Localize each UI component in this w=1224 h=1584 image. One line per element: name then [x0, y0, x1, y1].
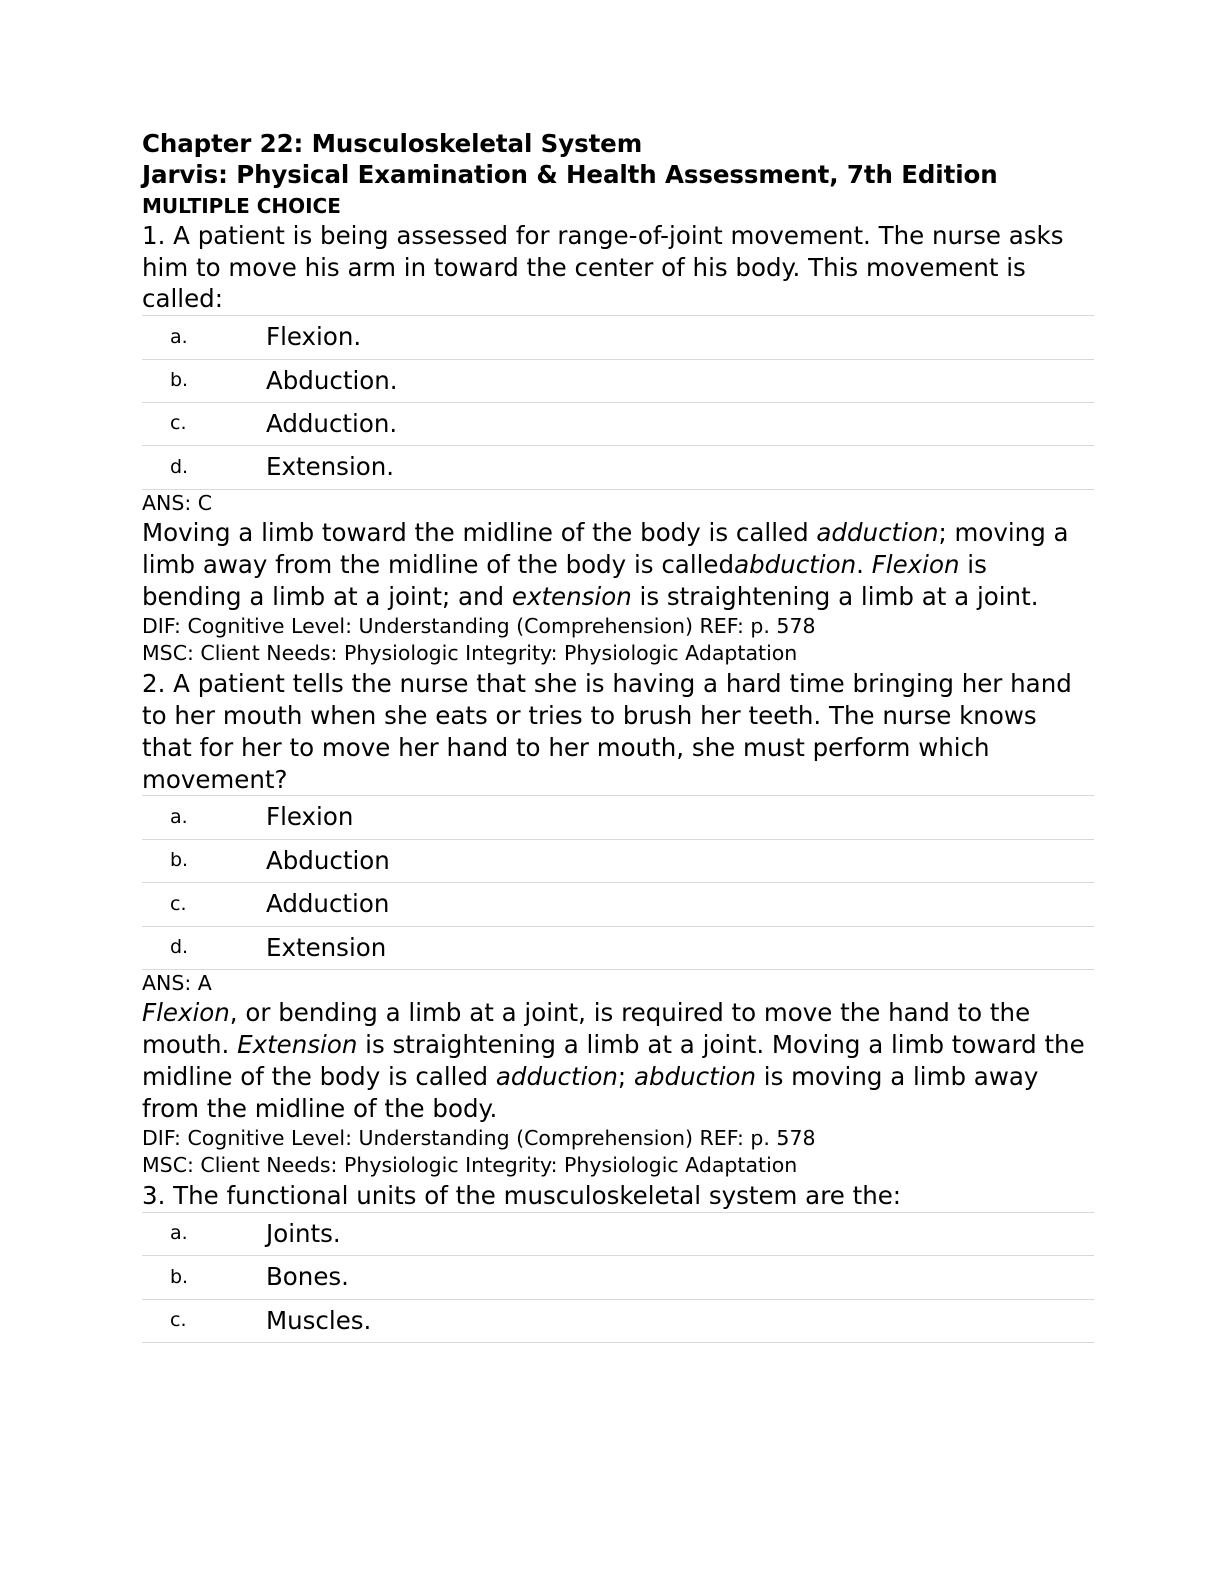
- list-item[interactable]: [142, 316, 1094, 359]
- option-letter: d.: [170, 935, 189, 958]
- option-letter: b.: [170, 849, 189, 872]
- option-letter: a.: [170, 325, 188, 348]
- difficulty-meta: DIF: Cognitive Level: Understanding (Comprehension) REF: p. 578: [142, 1125, 816, 1150]
- list-item[interactable]: [142, 359, 1094, 402]
- option-list: [142, 315, 1094, 490]
- option-letter: a.: [170, 1222, 188, 1245]
- question-stem: 1. A patient is being assessed for range-of-joint movement. The nurse asks him to move his arm in toward the center of his body. This movement is called:: [142, 220, 1064, 314]
- option-letter: d.: [170, 455, 189, 478]
- option-letter: c.: [170, 892, 187, 915]
- rationale: Moving a limb toward the midline of the body is called adduction; moving a limb away from the midline of the body is calledabduction. Flexion is bending a limb at a joint; and extension is straightening a limb at a joint.: [142, 518, 1069, 611]
- option-text: Adduction: [266, 889, 390, 919]
- book-title: Jarvis: Physical Examination & Health Assessment, 7th Edition: [142, 160, 998, 190]
- option-text: Flexion: [266, 802, 354, 832]
- msc-meta: MSC: Client Needs: Physiologic Integrity: Physiologic Adaptation: [142, 640, 798, 665]
- option-letter: b.: [170, 1265, 189, 1288]
- question-stem: 3. The functional units of the musculoskeletal system are the:: [142, 1181, 902, 1211]
- chapter-title: Chapter 22: Musculoskeletal System: [142, 129, 643, 158]
- option-list: [142, 1212, 1094, 1343]
- option-text: Joints.: [266, 1219, 341, 1248]
- list-item[interactable]: [142, 883, 1094, 926]
- option-text: Adduction.: [266, 409, 398, 439]
- option-text: Bones.: [266, 1262, 349, 1292]
- list-item[interactable]: [142, 403, 1094, 446]
- question-stem: 2. A patient tells the nurse that she is having a hard time bringing her hand to her mouth when she eats or tries to brush her teeth. The nurse knows that for her to move her hand to her mouth, she must perform which movement?: [142, 669, 1072, 794]
- section-label: MULTIPLE CHOICE: [142, 193, 341, 218]
- option-text: Flexion.: [266, 322, 362, 352]
- answer-label: ANS: C: [142, 490, 213, 515]
- option-text: Abduction.: [266, 365, 398, 395]
- option-letter: a.: [170, 805, 188, 828]
- option-letter: c.: [170, 412, 187, 435]
- list-item[interactable]: [142, 1299, 1094, 1342]
- answer-label: ANS: A: [142, 971, 212, 996]
- list-item[interactable]: [142, 446, 1094, 489]
- option-letter: b.: [170, 368, 189, 391]
- option-list: [142, 795, 1094, 970]
- difficulty-meta: DIF: Cognitive Level: Understanding (Comprehension) REF: p. 578: [142, 613, 816, 638]
- list-item[interactable]: [142, 839, 1094, 882]
- list-item[interactable]: [142, 796, 1094, 839]
- list-item[interactable]: [142, 926, 1094, 969]
- option-letter: c.: [170, 1309, 187, 1332]
- list-item[interactable]: [142, 1256, 1094, 1299]
- option-text: Extension.: [266, 452, 395, 482]
- option-text: Extension: [266, 932, 387, 962]
- rationale: Flexion, or bending a limb at a joint, is required to move the hand to the mouth. Extension is straightening a limb at a joint. Moving a limb toward the midline of the body is called adduction; abduction is moving a limb away from the midline of the body.: [142, 998, 1085, 1123]
- msc-meta: MSC: Client Needs: Physiologic Integrity: Physiologic Adaptation: [142, 1152, 798, 1177]
- option-text: Muscles.: [266, 1305, 372, 1335]
- option-text: Abduction: [266, 845, 390, 875]
- list-item[interactable]: [142, 1213, 1094, 1256]
